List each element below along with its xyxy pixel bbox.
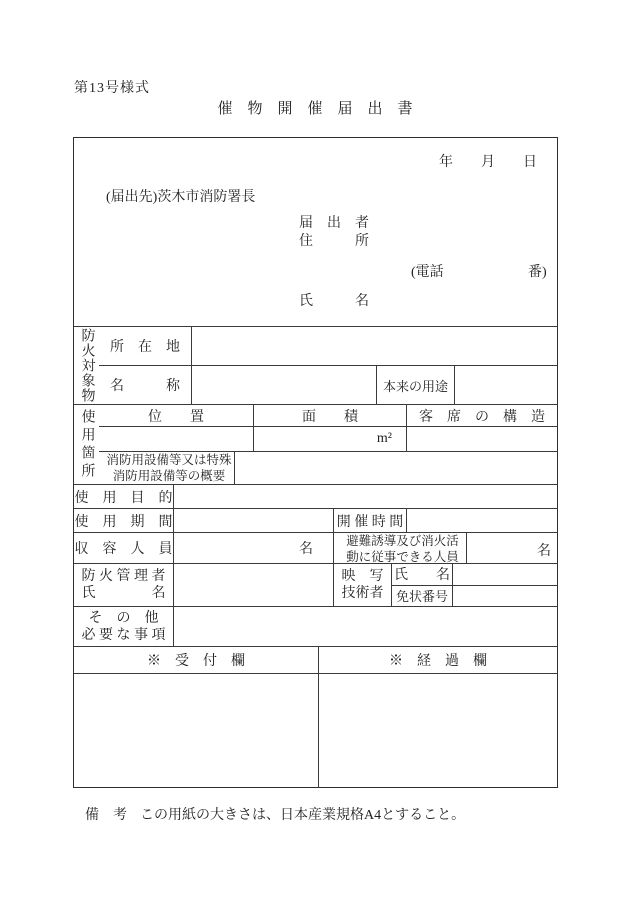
purpose-label: 使 用 目 的 xyxy=(74,490,173,506)
remarks-text: この用紙の大きさは、日本産業規格A4とすること。 xyxy=(140,808,466,823)
seating-structure-header-label: 客 席 の 構 造 xyxy=(406,405,557,426)
building-name-label: 名 称 xyxy=(110,379,180,394)
form-header-section xyxy=(74,138,557,326)
address-label: 住 所 xyxy=(299,234,369,249)
license-number-label: 免状番号 xyxy=(395,589,448,605)
building-name-value-cell xyxy=(191,366,376,404)
fire-manager-label: 防 火 管 理 者 氏 名 xyxy=(81,569,166,601)
projectionist-label: 映 写 技術者 xyxy=(333,564,391,606)
fire-manager-row xyxy=(74,563,557,606)
evacuation-staff-label: 避難誘導及び消火活 動に従事できる人員 xyxy=(333,533,466,563)
use-area-vertical-label: 使用箇所 xyxy=(79,408,95,481)
license-number-value-cell xyxy=(452,586,557,607)
notification-form-table xyxy=(73,137,558,788)
evacuation-staff-value-cell xyxy=(466,533,557,563)
purpose-value-cell xyxy=(173,485,557,508)
area-header-label: 面 積 xyxy=(253,405,406,426)
document-title: 催 物 開 催 届 出 書 xyxy=(217,101,413,117)
equipment-value-cell xyxy=(234,452,557,484)
position-header-label: 位 置 xyxy=(148,409,204,425)
office-use-body-row xyxy=(74,673,557,787)
projectionist-name-label: 氏 名 xyxy=(394,568,450,584)
seating-structure-value-cell xyxy=(406,427,557,451)
fire-object-section xyxy=(74,326,557,404)
capacity-unit-label: 名 xyxy=(299,542,313,557)
submitter-label: 届 出 者 xyxy=(299,216,369,231)
period-row xyxy=(74,508,557,532)
original-use-value-cell xyxy=(454,366,557,404)
capacity-row xyxy=(74,532,557,563)
area-unit-label: m² xyxy=(376,431,392,446)
submitter-name-label: 氏 名 xyxy=(299,294,369,309)
fire-manager-name-value-cell xyxy=(173,564,333,606)
projectionist-name-value-cell xyxy=(452,564,557,585)
capacity-value-cell xyxy=(173,533,333,563)
original-use-label: 本来の用途 xyxy=(376,366,454,404)
progress-box xyxy=(318,674,557,787)
area-value-cell xyxy=(253,427,406,451)
event-time-label: 開 催 時 間 xyxy=(333,509,406,532)
period-label: 使 用 期 間 xyxy=(74,514,173,530)
phone-close-label: 番) xyxy=(528,265,547,280)
location-label: 所 在 地 xyxy=(110,340,180,355)
capacity-label: 収 容 人 員 xyxy=(74,542,173,557)
use-area-section xyxy=(74,404,557,484)
phone-open-label: (電話 xyxy=(411,265,444,280)
equipment-label: 消防用設備等又は特殊 消防用設備等の概要 xyxy=(106,453,232,483)
other-notes-row xyxy=(74,606,557,646)
other-notes-label: そ の 他 必 要 な 事 項 xyxy=(81,610,166,643)
remarks-label: 備 考 xyxy=(85,808,127,823)
remarks xyxy=(85,804,465,824)
location-value-cell xyxy=(191,327,557,365)
progress-column-label: ※ 経 過 欄 xyxy=(318,647,557,673)
purpose-row xyxy=(74,484,557,508)
position-value-cell xyxy=(99,427,253,451)
period-value-cell xyxy=(173,509,333,532)
other-notes-value-cell xyxy=(173,607,557,646)
fire-object-vertical-label: 防火対象物 xyxy=(79,328,95,403)
reception-column-label: ※ 受 付 欄 xyxy=(147,654,245,669)
office-use-header-row xyxy=(74,646,557,673)
form-number: 第13号様式 xyxy=(74,81,150,96)
recipient-line: (届出先)茨木市消防署長 xyxy=(106,190,256,205)
reception-box xyxy=(74,674,318,787)
event-time-value-cell xyxy=(406,509,557,532)
evacuation-unit-label: 名 xyxy=(537,544,551,559)
date-line: 年 月 日 xyxy=(439,155,537,170)
